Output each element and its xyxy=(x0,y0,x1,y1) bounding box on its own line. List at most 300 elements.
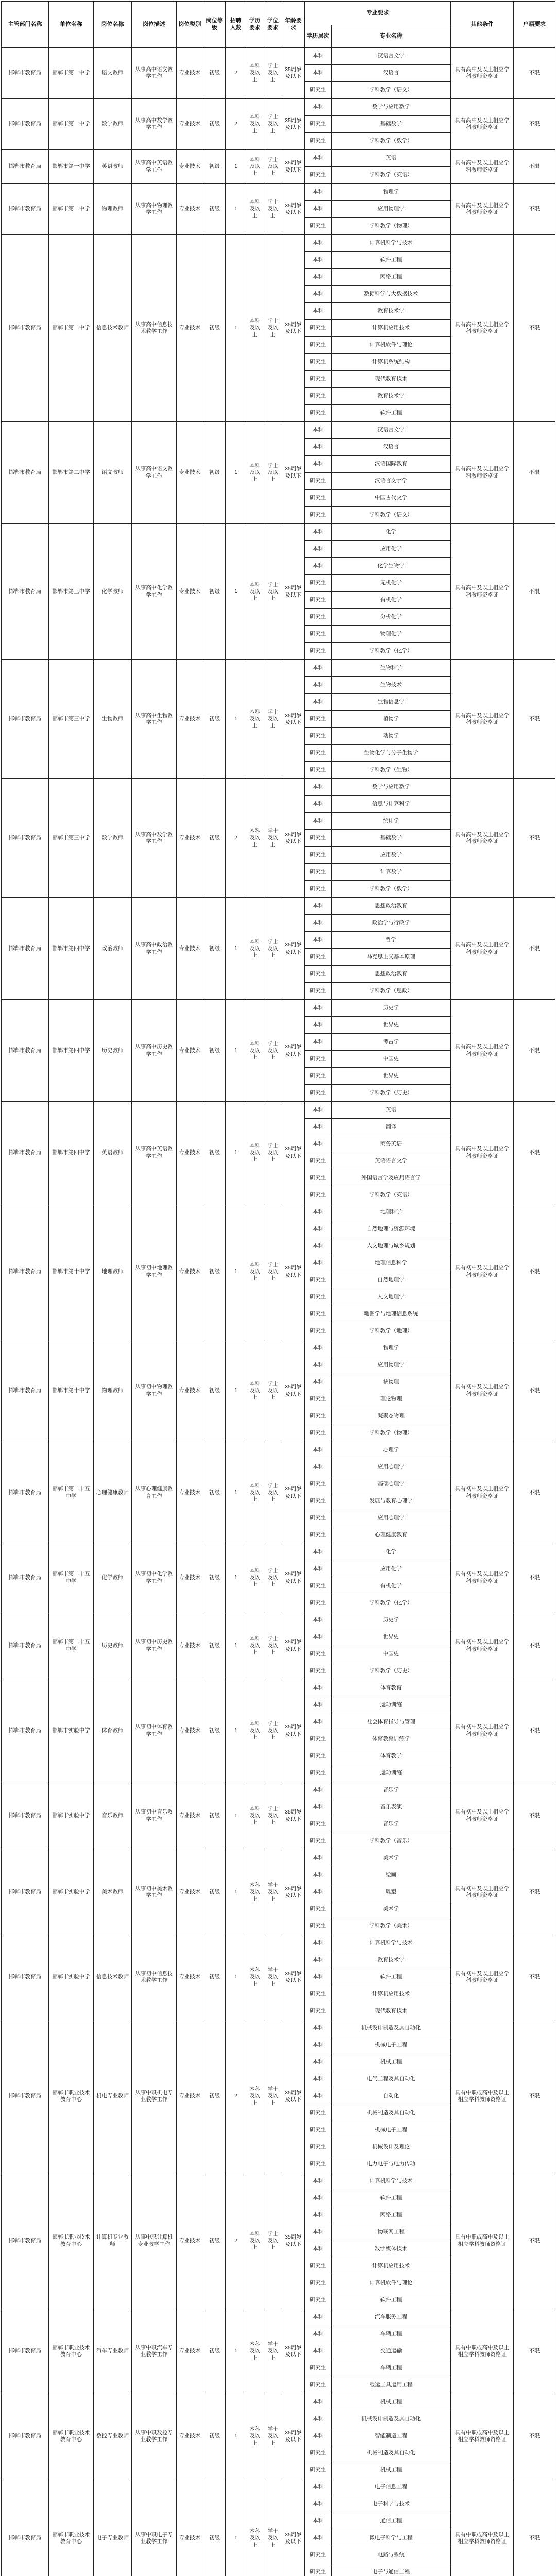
post-category-cell: 专业技术 xyxy=(177,1850,203,1935)
study-level-cell: 本科 xyxy=(305,2496,332,2513)
dept-cell: 邯郸市教育局 xyxy=(2,1612,49,1680)
education-cell: 本科及以上 xyxy=(246,2479,264,2576)
age-cell: 35周岁及以下 xyxy=(282,2020,305,2173)
education-cell: 本科及以上 xyxy=(246,1612,264,1680)
major-cell: 学科教学（语文） xyxy=(332,507,451,524)
study-level-cell: 本科 xyxy=(305,2411,332,2428)
post-category-cell: 专业技术 xyxy=(177,99,203,150)
study-level-cell: 本科 xyxy=(305,1629,332,1646)
study-level-cell: 研究生 xyxy=(305,2156,332,2173)
study-level-cell: 研究生 xyxy=(305,592,332,609)
study-level-cell: 研究生 xyxy=(305,2360,332,2377)
post-category-cell: 专业技术 xyxy=(177,2394,203,2479)
study-level-cell: 研究生 xyxy=(305,2377,332,2394)
hire-count-cell: 2 xyxy=(226,99,246,150)
post-desc-cell: 从事高中数学教学工作 xyxy=(132,779,177,898)
education-cell: 本科及以上 xyxy=(246,1340,264,1442)
major-cell: 机械电子工程 xyxy=(332,2122,451,2139)
major-cell: 地图学与地理信息系统 xyxy=(332,1306,451,1323)
major-cell: 汉语言文学 xyxy=(332,422,451,439)
study-level-cell: 研究生 xyxy=(305,1323,332,1340)
major-cell: 教育技术学 xyxy=(332,303,451,320)
degree-cell: 学士及以上 xyxy=(264,235,282,422)
post-category-cell: 专业技术 xyxy=(177,898,203,1000)
post-category-cell: 专业技术 xyxy=(177,235,203,422)
major-cell: 运动训练 xyxy=(332,1697,451,1714)
post-desc-cell: 从事初中信息技术教学工作 xyxy=(132,1935,177,2020)
dept-cell: 邯郸市教育局 xyxy=(2,1000,49,1102)
major-cell: 现代教育技术 xyxy=(332,371,451,388)
age-cell: 35周岁及以下 xyxy=(282,2394,305,2479)
unit-cell: 邯郸市第四中学 xyxy=(49,1000,94,1102)
post-desc-cell: 从事高中语文教学工作 xyxy=(132,48,177,99)
other-conditions-cell: 具有中职或高中及以上相应学科教师资格证 xyxy=(451,2394,514,2479)
major-cell: 基础数学 xyxy=(332,116,451,133)
post-category-cell: 专业技术 xyxy=(177,2479,203,2576)
major-cell: 学科教学（美术） xyxy=(332,1918,451,1935)
major-cell: 汉语言文学 xyxy=(332,48,451,65)
major-cell: 软件工程 xyxy=(332,2292,451,2309)
major-cell: 英语语言文学 xyxy=(332,1153,451,1170)
study-level-cell: 研究生 xyxy=(305,1816,332,1833)
study-level-cell: 本科 xyxy=(305,1136,332,1153)
study-level-cell: 本科 xyxy=(305,422,332,439)
hire-count-cell: 2 xyxy=(226,779,246,898)
age-cell: 35周岁及以下 xyxy=(282,1680,305,1782)
post-desc-cell: 从事高中信息技术教学工作 xyxy=(132,235,177,422)
major-cell: 商务英语 xyxy=(332,1136,451,1153)
major-cell: 有机化学 xyxy=(332,1578,451,1595)
job-row xyxy=(2,1000,555,1017)
other-conditions-cell: 具有高中及以上相应学科教师资格证 xyxy=(451,48,514,99)
post-name-cell: 化学教师 xyxy=(94,524,132,660)
study-level-cell: 本科 xyxy=(305,1799,332,1816)
major-cell: 教育技术学 xyxy=(332,388,451,405)
post-desc-cell: 从事中职机电专业教学工作 xyxy=(132,2020,177,2173)
post-desc-cell: 从事高中数学教学工作 xyxy=(132,99,177,150)
residence-cell: 不限 xyxy=(514,422,555,524)
dept-cell: 邯郸市教育局 xyxy=(2,1935,49,2020)
unit-cell: 邯郸市第二中学 xyxy=(49,184,94,235)
study-level-cell: 研究生 xyxy=(305,405,332,422)
study-level-cell: 本科 xyxy=(305,1697,332,1714)
age-cell: 35周岁及以下 xyxy=(282,524,305,660)
degree-cell: 学士及以上 xyxy=(264,1442,282,1544)
major-cell: 动物学 xyxy=(332,728,451,745)
major-cell: 机械设计及理论 xyxy=(332,2139,451,2156)
post-category-cell: 专业技术 xyxy=(177,660,203,779)
study-level-cell: 本科 xyxy=(305,1544,332,1561)
study-level-cell: 本科 xyxy=(305,1714,332,1731)
degree-cell: 学士及以上 xyxy=(264,422,282,524)
study-level-cell: 研究生 xyxy=(305,1765,332,1782)
post-category-cell: 专业技术 xyxy=(177,1204,203,1340)
dept-cell: 邯郸市教育局 xyxy=(2,660,49,779)
study-level-cell: 研究生 xyxy=(305,1425,332,1442)
degree-cell: 学士及以上 xyxy=(264,1612,282,1680)
residence-cell: 不限 xyxy=(514,779,555,898)
major-cell: 化学 xyxy=(332,524,451,541)
study-level-cell: 研究生 xyxy=(305,983,332,1000)
study-level-cell: 研究生 xyxy=(305,1748,332,1765)
major-cell: 机械电子工程 xyxy=(332,2037,451,2054)
age-cell: 35周岁及以下 xyxy=(282,779,305,898)
study-level-cell: 研究生 xyxy=(305,575,332,592)
hire-count-cell: 1 xyxy=(226,235,246,422)
study-level-cell: 研究生 xyxy=(305,1833,332,1850)
post-grade-cell: 初级 xyxy=(203,779,226,898)
major-cell: 网络工程 xyxy=(332,2207,451,2224)
dept-cell: 邯郸市教育局 xyxy=(2,1544,49,1612)
unit-cell: 邯郸市第十中学 xyxy=(49,1204,94,1340)
study-level-cell: 本科 xyxy=(305,1238,332,1255)
age-cell: 35周岁及以下 xyxy=(282,235,305,422)
major-cell: 美术学 xyxy=(332,1901,451,1918)
study-level-cell: 本科 xyxy=(305,1000,332,1017)
unit-cell: 邯郸市第一中学 xyxy=(49,48,94,99)
dept-cell: 邯郸市教育局 xyxy=(2,1680,49,1782)
study-level-cell: 本科 xyxy=(305,779,332,796)
study-level-cell: 本科 xyxy=(305,252,332,269)
major-cell: 学科教学（地理） xyxy=(332,1323,451,1340)
study-level-cell: 本科 xyxy=(305,694,332,711)
study-level-cell: 本科 xyxy=(305,541,332,558)
major-cell: 有机化学 xyxy=(332,592,451,609)
education-cell: 本科及以上 xyxy=(246,235,264,422)
study-level-cell: 本科 xyxy=(305,2428,332,2445)
post-grade-cell: 初级 xyxy=(203,99,226,150)
age-cell: 35周岁及以下 xyxy=(282,1204,305,1340)
header-education: 学历要求 xyxy=(246,2,264,48)
hire-count-cell: 1 xyxy=(226,150,246,184)
education-cell: 本科及以上 xyxy=(246,184,264,235)
post-desc-cell: 从事初中体育教学工作 xyxy=(132,1680,177,1782)
post-name-cell: 语文教师 xyxy=(94,48,132,99)
major-cell: 机械设计制造及其自动化 xyxy=(332,2020,451,2037)
post-desc-cell: 从事高中语文教学工作 xyxy=(132,422,177,524)
study-level-cell: 研究生 xyxy=(305,1170,332,1187)
hire-count-cell: 1 xyxy=(226,1935,246,2020)
other-conditions-cell: 具有初中及以上相应学科教师资格证 xyxy=(451,1340,514,1442)
study-level-cell: 本科 xyxy=(305,1867,332,1884)
major-cell: 机械制造及其自动化 xyxy=(332,2445,451,2462)
post-name-cell: 物理教师 xyxy=(94,1340,132,1442)
other-conditions-cell: 具有初中及以上相应学科教师资格证 xyxy=(451,1204,514,1340)
study-level-cell: 研究生 xyxy=(305,1306,332,1323)
study-level-cell: 本科 xyxy=(305,2054,332,2071)
major-cell: 载运工具运用工程 xyxy=(332,2377,451,2394)
major-cell: 计算机应用技术 xyxy=(332,2258,451,2275)
study-level-cell: 研究生 xyxy=(305,116,332,133)
education-cell: 本科及以上 xyxy=(246,1935,264,2020)
major-cell: 汉语言文字学 xyxy=(332,473,451,490)
major-cell: 计算机应用技术 xyxy=(332,320,451,337)
study-level-cell: 本科 xyxy=(305,2343,332,2360)
header-desc: 岗位描述 xyxy=(132,2,177,48)
major-cell: 基础心理学 xyxy=(332,1476,451,1493)
study-level-cell: 研究生 xyxy=(305,1595,332,1612)
education-cell: 本科及以上 xyxy=(246,1544,264,1612)
major-cell: 软件工程 xyxy=(332,405,451,422)
job-row xyxy=(2,524,555,541)
post-grade-cell: 初级 xyxy=(203,660,226,779)
major-cell: 应用心理学 xyxy=(332,1510,451,1527)
post-grade-cell: 初级 xyxy=(203,1782,226,1850)
major-cell: 电力电子与电力传动 xyxy=(332,2156,451,2173)
hire-count-cell: 1 xyxy=(226,1612,246,1680)
study-level-cell: 研究生 xyxy=(305,2275,332,2292)
study-level-cell: 研究生 xyxy=(305,1051,332,1068)
study-level-cell: 本科 xyxy=(305,2513,332,2530)
other-conditions-cell: 具有高中及以上相应学科教师资格证 xyxy=(451,422,514,524)
post-name-cell: 政治教师 xyxy=(94,898,132,1000)
education-cell: 本科及以上 xyxy=(246,99,264,150)
study-level-cell: 研究生 xyxy=(305,2462,332,2479)
major-cell: 电子科学与技术 xyxy=(332,2496,451,2513)
post-desc-cell: 从事高中政治教学工作 xyxy=(132,898,177,1000)
residence-cell: 不限 xyxy=(514,660,555,779)
education-cell: 本科及以上 xyxy=(246,524,264,660)
age-cell: 35周岁及以下 xyxy=(282,1850,305,1935)
major-cell: 学科教学（历史） xyxy=(332,1663,451,1680)
major-cell: 无机化学 xyxy=(332,575,451,592)
major-cell: 音乐表演 xyxy=(332,1799,451,1816)
dept-cell: 邯郸市教育局 xyxy=(2,898,49,1000)
degree-cell: 学士及以上 xyxy=(264,2020,282,2173)
post-grade-cell: 初级 xyxy=(203,422,226,524)
post-desc-cell: 从事初中音乐教学工作 xyxy=(132,1782,177,1850)
study-level-cell: 研究生 xyxy=(305,762,332,779)
degree-cell: 学士及以上 xyxy=(264,1204,282,1340)
residence-cell: 不限 xyxy=(514,524,555,660)
major-cell: 世界史 xyxy=(332,1629,451,1646)
study-level-cell: 本科 xyxy=(305,2037,332,2054)
major-cell: 学科教学（历史） xyxy=(332,1085,451,1102)
major-cell: 学科教学（语文） xyxy=(332,82,451,99)
header-major-group: 专业要求 xyxy=(305,2,451,25)
study-level-cell: 研究生 xyxy=(305,218,332,235)
major-cell: 学科教学（化学） xyxy=(332,1595,451,1612)
study-level-cell: 研究生 xyxy=(305,2292,332,2309)
post-name-cell: 电子专业教师 xyxy=(94,2479,132,2576)
post-grade-cell: 初级 xyxy=(203,2394,226,2479)
study-level-cell: 本科 xyxy=(305,1561,332,1578)
hire-count-cell: 1 xyxy=(226,184,246,235)
age-cell: 35周岁及以下 xyxy=(282,48,305,99)
degree-cell: 学士及以上 xyxy=(264,2394,282,2479)
unit-cell: 邯郸市第三中学 xyxy=(49,779,94,898)
dept-cell: 邯郸市教育局 xyxy=(2,1850,49,1935)
post-category-cell: 专业技术 xyxy=(177,1000,203,1102)
job-row xyxy=(2,1340,555,1357)
age-cell: 35周岁及以下 xyxy=(282,898,305,1000)
major-cell: 学科教学（物理） xyxy=(332,1425,451,1442)
study-level-cell: 本科 xyxy=(305,796,332,813)
study-level-cell: 本科 xyxy=(305,456,332,473)
degree-cell: 学士及以上 xyxy=(264,1680,282,1782)
degree-cell: 学士及以上 xyxy=(264,2309,282,2394)
major-cell: 历史学 xyxy=(332,1000,451,1017)
residence-cell: 不限 xyxy=(514,235,555,422)
study-level-cell: 研究生 xyxy=(305,167,332,184)
age-cell: 35周岁及以下 xyxy=(282,150,305,184)
degree-cell: 学士及以上 xyxy=(264,1850,282,1935)
major-cell: 中国史 xyxy=(332,1051,451,1068)
study-level-cell: 本科 xyxy=(305,2326,332,2343)
education-cell: 本科及以上 xyxy=(246,2394,264,2479)
education-cell: 本科及以上 xyxy=(246,1000,264,1102)
major-cell: 学科教学（数学） xyxy=(332,881,451,898)
other-conditions-cell: 具有中职或高中及以上相应学科教师资格证 xyxy=(451,2020,514,2173)
age-cell: 35周岁及以下 xyxy=(282,2309,305,2394)
post-category-cell: 专业技术 xyxy=(177,1935,203,2020)
other-conditions-cell: 具有中职或高中及以上相应学科教师资格证 xyxy=(451,2173,514,2309)
major-cell: 自动化 xyxy=(332,2088,451,2105)
study-level-cell: 本科 xyxy=(305,2173,332,2190)
job-row xyxy=(2,1680,555,1697)
major-cell: 机械制造及其自动化 xyxy=(332,2105,451,2122)
degree-cell: 学士及以上 xyxy=(264,1935,282,2020)
major-cell: 计算机软件与理论 xyxy=(332,337,451,354)
post-grade-cell: 初级 xyxy=(203,1680,226,1782)
dept-cell: 邯郸市教育局 xyxy=(2,1204,49,1340)
major-cell: 数字媒体技术 xyxy=(332,2241,451,2258)
study-level-cell: 研究生 xyxy=(305,2003,332,2020)
unit-cell: 邯郸市第十中学 xyxy=(49,1340,94,1442)
job-row xyxy=(2,1204,555,1221)
hire-count-cell: 1 xyxy=(226,1544,246,1612)
study-level-cell: 研究生 xyxy=(305,1510,332,1527)
major-cell: 车辆工程 xyxy=(332,2326,451,2343)
post-name-cell: 地理教师 xyxy=(94,1204,132,1340)
post-desc-cell: 从事高中英语教学工作 xyxy=(132,1102,177,1204)
job-row xyxy=(2,898,555,915)
study-level-cell: 研究生 xyxy=(305,864,332,881)
major-cell: 体育教学 xyxy=(332,1748,451,1765)
major-cell: 通信工程 xyxy=(332,2513,451,2530)
post-grade-cell: 初级 xyxy=(203,2309,226,2394)
study-level-cell: 研究生 xyxy=(305,2139,332,2156)
post-desc-cell: 从事中职数控专业教学工作 xyxy=(132,2394,177,2479)
hire-count-cell: 1 xyxy=(226,1782,246,1850)
major-cell: 电子信息工程 xyxy=(332,2479,451,2496)
dept-cell: 邯郸市教育局 xyxy=(2,235,49,422)
unit-cell: 邯郸市实验中学 xyxy=(49,1935,94,2020)
study-level-cell: 本科 xyxy=(305,2479,332,2496)
residence-cell: 不限 xyxy=(514,150,555,184)
major-cell: 心理健康教育 xyxy=(332,1527,451,1544)
study-level-cell: 本科 xyxy=(305,1442,332,1459)
degree-cell: 学士及以上 xyxy=(264,779,282,898)
study-level-cell: 本科 xyxy=(305,1459,332,1476)
post-name-cell: 汽车专业教师 xyxy=(94,2309,132,2394)
major-cell: 历史学 xyxy=(332,1612,451,1629)
residence-cell: 不限 xyxy=(514,99,555,150)
major-cell: 软件工程 xyxy=(332,2190,451,2207)
study-level-cell: 研究生 xyxy=(305,1068,332,1085)
study-level-cell: 本科 xyxy=(305,2394,332,2411)
major-cell: 哲学 xyxy=(332,932,451,949)
dept-cell: 邯郸市教育局 xyxy=(2,184,49,235)
residence-cell: 不限 xyxy=(514,2394,555,2479)
major-cell: 世界史 xyxy=(332,1068,451,1085)
residence-cell: 不限 xyxy=(514,1102,555,1204)
post-grade-cell: 初级 xyxy=(203,2020,226,2173)
unit-cell: 邯郸市实验中学 xyxy=(49,1782,94,1850)
degree-cell: 学士及以上 xyxy=(264,2479,282,2576)
dept-cell: 邯郸市教育局 xyxy=(2,150,49,184)
major-cell: 社会体育指导与管理 xyxy=(332,1714,451,1731)
study-level-cell: 研究生 xyxy=(305,507,332,524)
study-level-cell: 本科 xyxy=(305,2020,332,2037)
study-level-cell: 本科 xyxy=(305,2309,332,2326)
job-row xyxy=(2,1935,555,1952)
major-cell: 数据科学与大数据技术 xyxy=(332,286,451,303)
age-cell: 35周岁及以下 xyxy=(282,422,305,524)
major-cell: 汉语言 xyxy=(332,65,451,82)
study-level-cell: 本科 xyxy=(305,1884,332,1901)
study-level-cell: 本科 xyxy=(305,439,332,456)
major-cell: 软件工程 xyxy=(332,252,451,269)
hire-count-cell: 1 xyxy=(226,422,246,524)
unit-cell: 邯郸市第四中学 xyxy=(49,898,94,1000)
job-row xyxy=(2,1544,555,1561)
residence-cell: 不限 xyxy=(514,1680,555,1782)
hire-count-cell: 1 xyxy=(226,660,246,779)
post-name-cell: 数学教师 xyxy=(94,99,132,150)
other-conditions-cell: 具有初中及以上相应学科教师资格证 xyxy=(451,1680,514,1782)
post-name-cell: 历史教师 xyxy=(94,1612,132,1680)
residence-cell: 不限 xyxy=(514,1340,555,1442)
major-cell: 物理化学 xyxy=(332,626,451,643)
major-cell: 中国史 xyxy=(332,1646,451,1663)
unit-cell: 邯郸市第二十五中学 xyxy=(49,1612,94,1680)
education-cell: 本科及以上 xyxy=(246,1102,264,1204)
residence-cell: 不限 xyxy=(514,1612,555,1680)
post-category-cell: 专业技术 xyxy=(177,779,203,898)
age-cell: 35周岁及以下 xyxy=(282,1612,305,1680)
unit-cell: 邯郸市实验中学 xyxy=(49,1680,94,1782)
study-level-cell: 本科 xyxy=(305,677,332,694)
unit-cell: 邯郸市第一中学 xyxy=(49,150,94,184)
job-row xyxy=(2,2020,555,2037)
degree-cell: 学士及以上 xyxy=(264,184,282,235)
header-study-level: 学历层次 xyxy=(305,25,332,48)
header-category: 岗位类别 xyxy=(177,2,203,48)
hire-count-cell: 2 xyxy=(226,2173,246,2309)
study-level-cell: 研究生 xyxy=(305,1918,332,1935)
study-level-cell: 本科 xyxy=(305,1612,332,1629)
other-conditions-cell: 具有初中及以上相应学科教师资格证 xyxy=(451,1935,514,2020)
study-level-cell: 本科 xyxy=(305,1102,332,1119)
major-cell: 应用化学 xyxy=(332,541,451,558)
study-level-cell: 本科 xyxy=(305,915,332,932)
major-cell: 人文地理与城乡规划 xyxy=(332,1238,451,1255)
post-grade-cell: 初级 xyxy=(203,184,226,235)
other-conditions-cell: 具有高中及以上相应学科教师资格证 xyxy=(451,184,514,235)
major-cell: 思想政治教育 xyxy=(332,898,451,915)
job-row xyxy=(2,1442,555,1459)
hire-count-cell: 1 xyxy=(226,524,246,660)
study-level-cell: 本科 xyxy=(305,303,332,320)
study-level-cell: 本科 xyxy=(305,1952,332,1969)
dept-cell: 邯郸市教育局 xyxy=(2,1102,49,1204)
major-cell: 外国语言学及应用语言学 xyxy=(332,1170,451,1187)
job-row xyxy=(2,1102,555,1119)
dept-cell: 邯郸市教育局 xyxy=(2,524,49,660)
study-level-cell: 本科 xyxy=(305,1017,332,1034)
other-conditions-cell: 具有高中及以上相应学科教师资格证 xyxy=(451,898,514,1000)
